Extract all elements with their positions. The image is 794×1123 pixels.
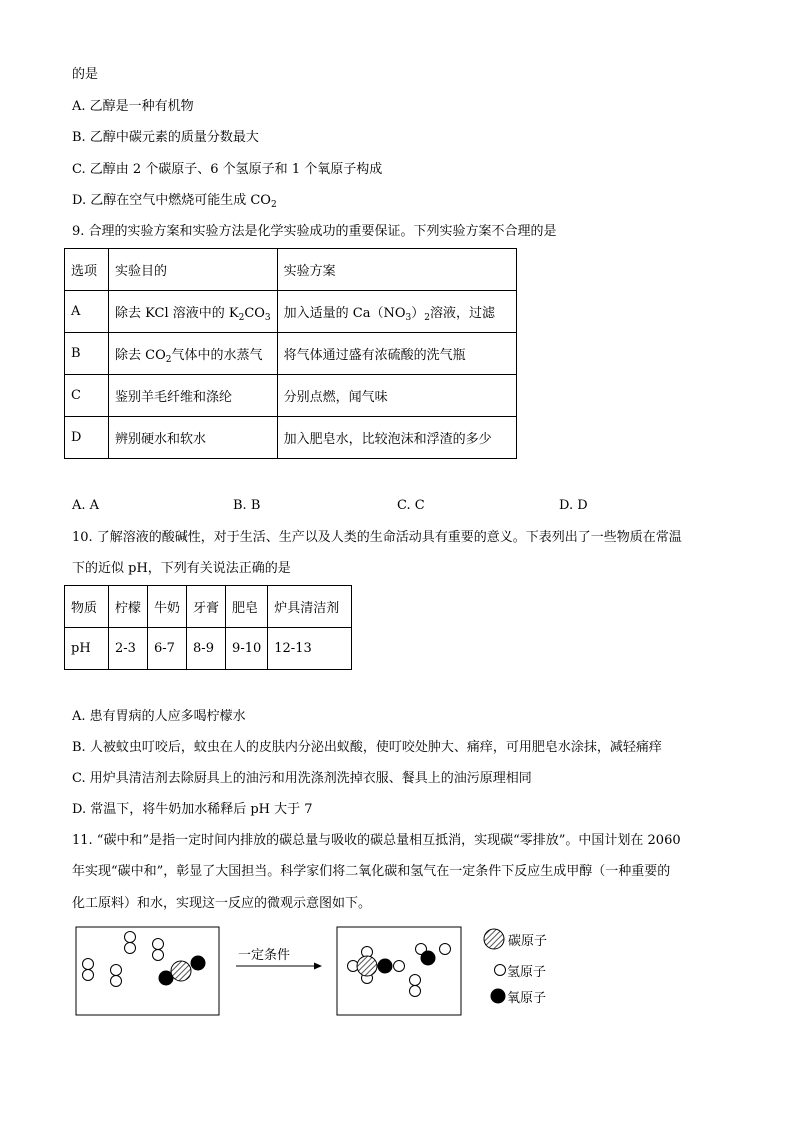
table-cell: 柠檬 (109, 586, 148, 628)
q10-option-d: D. 常温下，将牛奶加水稀释后 pH 大于 7 (72, 802, 313, 817)
q10-option-c: C. 用炉具清洁剂去除厨具上的油污和用洗涤剂洗掉衣服、餐具上的油污原理相同 (72, 771, 532, 786)
q8-option-c: C. 乙醇由 2 个碳原子、6 个氢原子和 1 个氧原子构成 (72, 162, 383, 177)
q11-stem-line1: 11. “碳中和”是指一定时间内排放的碳总量与吸收的碳总量相互抵消，实现碳“零排放”。中国计划在 2060 (72, 833, 681, 848)
oxygen-atom-legend-icon (491, 989, 506, 1004)
table-cell: 加入适量的 $Ca(NO_3)_2$溶液，过滤 (277, 291, 516, 333)
legend-hydrogen: 氢原子 (507, 965, 547, 980)
q11-stem-line2: 年实现“碳中和”，彰显了大国担当。科学家们将二氧化碳和氢气在一定条件下反应生成甲醇（一种重要的 (72, 864, 671, 879)
q11-stem-line3: 化工原料）和水，实现这一反应的微观示意图如下。 (72, 896, 372, 911)
table-cell: 8-9 (187, 628, 226, 670)
hydrogen-molecule (83, 959, 94, 981)
q10-option-a: A. 患有胃病的人应多喝柠檬水 (72, 709, 246, 724)
table-row (65, 586, 352, 628)
legend-carbon: 碳原子 (508, 934, 548, 949)
reactants-box (76, 927, 219, 1015)
q10-option-b: B. 人被蚊虫叮咬后，蚊虫在人的皮肤内分泌出蚁酸，使叮咬处肿大、痛痒，可用肥皂水涂抹，减轻痛痒 (72, 740, 662, 755)
q10-stem-line2: 下的近似 pH，下列有关说法正确的是 (72, 561, 291, 576)
table-cell: 将气体通过盛有浓硫酸的洗气瓶 (277, 333, 516, 375)
q8-option-b: B. 乙醇中碳元素的质量分数最大 (72, 130, 259, 145)
table-header-cell: 实验目的 (109, 249, 278, 291)
arrow-head-icon (314, 963, 322, 970)
table-row (65, 375, 517, 417)
q9-answer-a: A. A (72, 498, 100, 513)
q10-stem-line1: 10. 了解溶液的酸碱性，对于生活、生产以及人类的生命活动具有重要的意义。下表列出了一些物质在常温 (72, 530, 682, 545)
q9-answer-c: C. C (397, 498, 425, 513)
hydrogen-atom-legend-icon (495, 965, 506, 976)
table-cell: 物质 (65, 586, 109, 628)
table-row (65, 333, 517, 375)
arrow-label: 一定条件 (238, 948, 291, 963)
table-row (65, 417, 517, 459)
hydrogen-molecule (125, 932, 136, 954)
table-row (65, 628, 352, 670)
table-cell: 除去 $CO_2$气体中的水蒸气 (109, 333, 278, 375)
table-cell: 牛奶 (148, 586, 187, 628)
table-row (65, 249, 517, 291)
carbon-dioxide-molecule (159, 956, 206, 986)
q9-stem: 9. 合理的实验方案和实验方法是化学实验成功的重要保证。下列实验方案不合理的是 (72, 224, 557, 239)
methanol-molecule (348, 947, 405, 984)
legend-oxygen: 氧原子 (507, 991, 547, 1006)
q8-option-d: D. 乙醇在空气中燃烧可能生成 $CO_2$ (72, 193, 277, 210)
q9-table (64, 248, 517, 459)
table-cell: 除去 KCl 溶液中的 $K_2CO_3$ (109, 291, 278, 333)
table-cell: 肥皂 (226, 586, 268, 628)
hydrogen-molecule (153, 939, 164, 961)
table-cell: pH (65, 628, 109, 670)
table-cell: 加入肥皂水，比较泡沫和浮渣的多少 (277, 417, 516, 459)
reaction-diagram (60, 918, 580, 1028)
table-cell: 12-13 (268, 628, 352, 670)
table-cell: 辨别硬水和软水 (109, 417, 278, 459)
water-molecule (416, 944, 451, 966)
table-cell: D (65, 417, 109, 459)
table-cell: B (65, 333, 109, 375)
q8-option-a: A. 乙醇是一种有机物 (72, 99, 194, 114)
q10-table (64, 585, 352, 670)
table-cell: 6-7 (148, 628, 187, 670)
hydrogen-molecule (410, 975, 421, 997)
q9-answer-d: D. D (559, 498, 588, 513)
table-cell: 鉴别羊毛纤维和涤纶 (109, 375, 278, 417)
table-cell: 牙膏 (187, 586, 226, 628)
table-cell: 炉具清洁剂 (268, 586, 352, 628)
table-header-cell: 实验方案 (277, 249, 516, 291)
table-cell: 分别点燃，闻气味 (277, 375, 516, 417)
table-cell: 9-10 (226, 628, 268, 670)
table-cell: 2-3 (109, 628, 148, 670)
table-header-cell: 选项 (65, 249, 109, 291)
q9-answer-b: B. B (233, 498, 261, 513)
table-row (65, 291, 517, 333)
table-cell: A (65, 291, 109, 333)
q8-stem-tail: 的是 (72, 67, 99, 82)
hydrogen-molecule (111, 965, 122, 987)
carbon-atom-legend-icon (484, 929, 504, 949)
table-cell: C (65, 375, 109, 417)
